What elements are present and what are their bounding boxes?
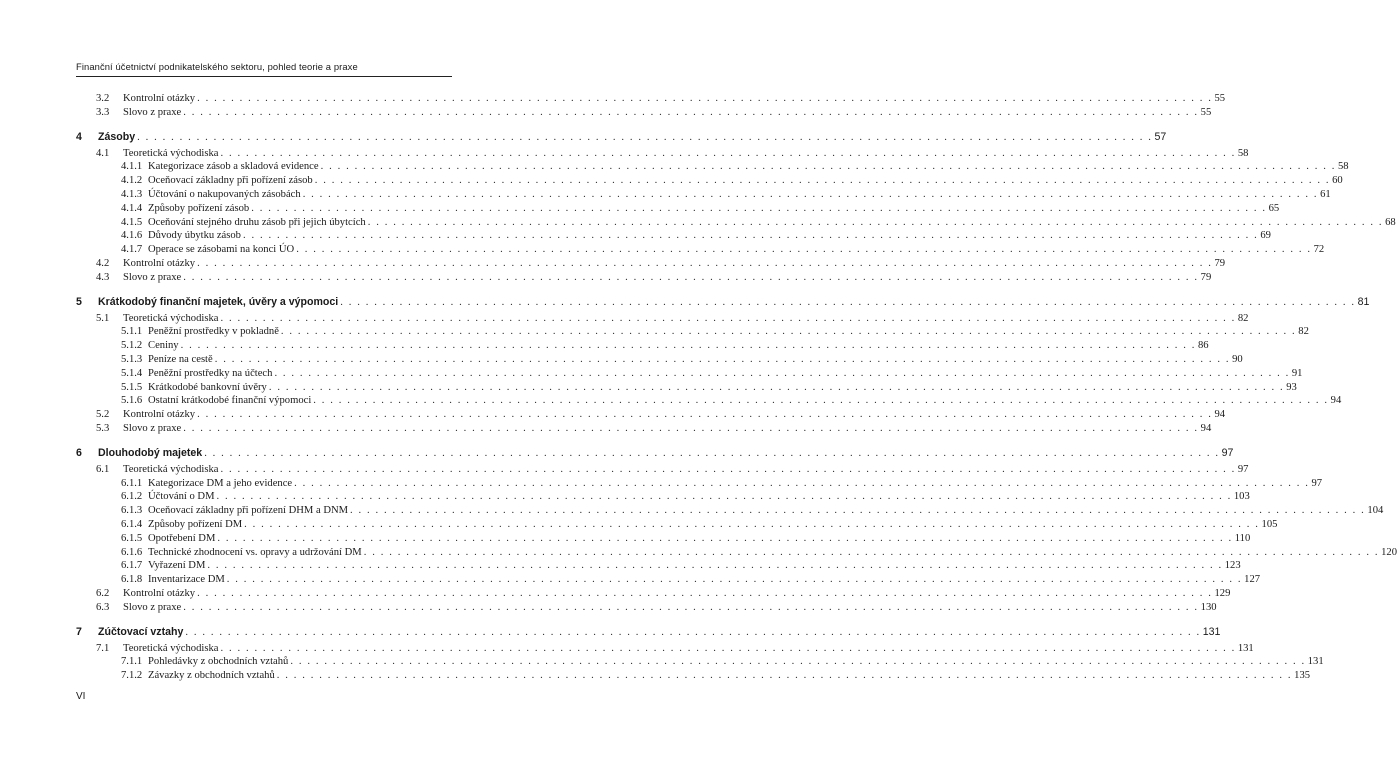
toc-entry-number: 6.1.8 [121,574,143,586]
toc-entry-title: Kontrolní otázky [123,93,196,104]
toc-entry-page: 86 [1197,340,1209,352]
toc-entry-page: 58 [1237,147,1249,159]
toc-entry-title: Oceňování stejného druhu zásob při jejich úbytcích [148,216,366,228]
toc-entry-page: 104 [1367,505,1384,517]
toc-entry-page: 131 [1202,625,1221,638]
toc-entry[interactable] [76,188,1331,203]
toc-entry-title: Účtování o DM [148,491,215,503]
toc-entry[interactable] [76,546,1397,561]
toc-entry-number: 4.1.1 [121,161,143,173]
toc-entry-title: Slovo z praxe [123,601,182,613]
toc-entry[interactable] [76,518,1278,533]
toc-entry-title: Ostatní krátkodobé finanční výpomoci [148,395,312,407]
toc-entry-number: 5.1.3 [121,353,143,365]
toc-dot-leader: . . . . . . . . . . . . . . . . . . . . . . . . . . . . . . . . . . . . . . . . . . . . . . . . . . . . . . . . . . . . . . . . . . . . . . . . . . . . . . . . . . . . . . . . . . . . . . . . . . . . . . . . . . . . . . . . . . . . . . . . [314,175,1331,187]
toc-entry[interactable] [76,367,1303,382]
toc-entry[interactable] [76,587,1231,602]
toc-entry-title: Ceniny [148,340,179,352]
toc-entry-number: 7.1.1 [121,656,143,668]
toc-entry-title: Způsoby pořízení DM [148,518,243,530]
toc-entry[interactable] [76,642,1254,657]
toc-entry-number: 7.1 [96,642,110,654]
toc-entry-number: 4.1.7 [121,244,143,256]
toc-dot-leader: . . . . . . . . . . . . . . . . . . . . . . . . . . . . . . . . . . . . . . . . . . . . . . . . . . . . . . . . . . . . . . . . . . . . . . . . . . . . . . . . . . . . . . . . . . . . . . . . . . . . . . . . . . . . . . . . . . . . . . . . [294,477,1310,489]
toc-entry-number: 7 [76,625,82,638]
toc-entry-title: Slovo z praxe [123,271,182,283]
toc-entry[interactable] [76,381,1297,396]
toc-entry-title: Zúčtovací vztahy [98,625,184,638]
toc-dot-leader: . . . . . . . . . . . . . . . . . . . . . . . . . . . . . . . . . . . . . . . . . . . . . . . . . . . . . . . . . . . . . . . . . . . . . . . . . . . . . . . . . . . . . . . . . . . . . . . . . . . . . . . . . . . . . . . . . . . . . . . . [217,532,1233,544]
toc-entry-title: Oceňovací základny při pořízení DHM a DNM [148,505,349,517]
toc-entry[interactable] [76,656,1324,670]
toc-dot-leader: . . . . . . . . . . . . . . . . . . . . . . . . . . . . . . . . . . . . . . . . . . . . . . . . . . . . . . . . . . . . . . . . . . . . . . . . . . . . . . . . . . . . . . . . . . . . . . . . . . . . . . . . . . . . . . . . . . . . . . . . [313,395,1329,407]
toc-entry[interactable] [76,491,1250,505]
toc-entry-page: 61 [1320,188,1331,200]
toc-entry-title: Oceňovací základny při pořízení zásob [148,175,313,187]
toc-entry-title: Kategorizace zásob a skladová evidence [148,161,319,173]
toc-dot-leader: . . . . . . . . . . . . . . . . . . . . . . . . . . . . . . . . . . . . . . . . . . . . . . . . . . . . . . . . . . . . . . . . . . . . . . . . . . . . . . . . . . . . . . . . . . . . . . . . . . . . . . . . . . . . . . . . . . . . . . . . [251,202,1267,214]
toc-entry-page: 94 [1330,395,1342,407]
toc-entry-number: 4.3 [96,271,110,283]
toc-entry-number: 5.1.2 [121,340,143,352]
toc-entry[interactable] [76,271,1212,286]
toc-entry-title: Peněžní prostředky na účtech [148,367,273,379]
toc-dot-leader: . . . . . . . . . . . . . . . . . . . . . . . . . . . . . . . . . . . . . . . . . . . . . . . . . . . . . . . . . . . . . . . . . . . . . . . . . . . . . . . . . . . . . . . . . . . . . . . . . . . . . . . . . . . . . . . . . . . . . . . . [214,353,1231,365]
toc-entry-number: 6.1.5 [121,532,143,544]
toc-entry[interactable] [76,574,1261,588]
toc-spacer [76,437,452,447]
toc-dot-leader: . . . . . . . . . . . . . . . . . . . . . . . . . . . . . . . . . . . . . . . . . . . . . . . . . . . . . . . . . . . . . . . . . . . . . . . . . . . . . . . . . . . . . . . . . . . . . . . . . . . . . . . . . . . . . . . . . . . . . . . . [220,642,1236,654]
toc-entry-number: 6.3 [96,601,110,613]
toc-entry-title: Operace se zásobami na konci ÚO [148,244,295,256]
toc-dot-leader: . . . . . . . . . . . . . . . . . . . . . . . . . . . . . . . . . . . . . . . . . . . . . . . . . . . . . . . . . . . . . . . . . . . . . . . . . . . . . . . . . . . . . . . . . . . . . . . . . . . . . . . . . . . . . . . . . . . . . . . . [204,447,1220,459]
toc-entry[interactable] [76,106,1212,121]
toc-entry-number: 7.1.2 [121,670,143,682]
toc-entry[interactable] [76,230,1271,244]
toc-entry-page: 127 [1244,574,1261,586]
toc-entry-page: 82 [1237,312,1249,324]
toc-entry-page: 129 [1214,587,1231,599]
toc-entry-number: 5 [76,295,82,308]
toc-entry-page: 90 [1232,353,1243,365]
toc-entry-number: 6.1.3 [121,505,143,517]
toc-dot-leader: . . . . . . . . . . . . . . . . . . . . . . . . . . . . . . . . . . . . . . . . . . . . . . . . . . . . . . . . . . . . . . . . . . . . . . . . . . . . . . . . . . . . . . . . . . . . . . . . . . . . . . . . . . . . . . . . . . . . . . . . [216,491,1232,503]
toc-entry-page: 58 [1337,161,1349,173]
toc-entry-page: 81 [1357,295,1370,308]
toc-entry-number: 6.1.2 [121,491,143,503]
toc-entry-title: Teoretická východiska [123,642,219,654]
toc-entry-title: Účtování o nakupovaných zásobách [148,188,301,200]
toc-entry-title: Pohledávky z obchodních vztahů [148,656,289,668]
toc-entry[interactable] [76,326,1309,340]
toc-entry[interactable] [76,175,1343,189]
toc-entry-number: 4.1.4 [121,202,143,214]
toc-entry-page: 94 [1214,409,1226,421]
toc-dot-leader: . . . . . . . . . . . . . . . . . . . . . . . . . . . . . . . . . . . . . . . . . . . . . . . . . . . . . . . . . . . . . . . . . . . . . . . . . . . . . . . . . . . . . . . . . . . . . . . . . . . . . . . . . . . . . . . . . . . . . . . . [137,131,1153,143]
toc-entry[interactable] [76,312,1249,327]
toc-entry-page: 110 [1234,532,1251,544]
toc-entry-title: Technické zhodnocení vs. opravy a udržování DM [148,546,362,558]
toc-entry[interactable] [76,216,1396,231]
toc-entry-number: 3.2 [96,93,110,104]
running-header: Finanční účetnictví podnikatelského sektoru, pohled teorie a praxe [76,61,358,72]
toc-entry-title: Krátkodobý finanční majetek, úvěry a výpomoci [98,295,339,308]
toc-entry[interactable] [76,395,1342,409]
toc-dot-leader: . . . . . . . . . . . . . . . . . . . . . . . . . . . . . . . . . . . . . . . . . . . . . . . . . . . . . . . . . . . . . . . . . . . . . . . . . . . . . . . . . . . . . . . . . . . . . . . . . . . . . . . . . . . . . . . . . . . . . . . . [226,574,1243,586]
toc-dot-leader: . . . . . . . . . . . . . . . . . . . . . . . . . . . . . . . . . . . . . . . . . . . . . . . . . . . . . . . . . . . . . . . . . . . . . . . . . . . . . . . . . . . . . . . . . . . . . . . . . . . . . . . . . . . . . . . . . . . . . . . . [320,161,1336,173]
toc-entry[interactable] [76,147,1249,162]
toc-dot-leader: . . . . . . . . . . . . . . . . . . . . . . . . . . . . . . . . . . . . . . . . . . . . . . . . . . . . . . . . . . . . . . . . . . . . . . . . . . . . . . . . . . . . . . . . . . . . . . . . . . . . . . . . . . . . . . . . . . . . . . . . [276,670,1293,682]
toc-dot-leader: . . . . . . . . . . . . . . . . . . . . . . . . . . . . . . . . . . . . . . . . . . . . . . . . . . . . . . . . . . . . . . . . . . . . . . . . . . . . . . . . . . . . . . . . . . . . . . . . . . . . . . . . . . . . . . . . . . . . . . . . [183,271,1199,283]
toc-entry-title: Kontrolní otázky [123,257,196,269]
toc-entry-number: 5.3 [96,422,110,434]
toc-dot-leader: . . . . . . . . . . . . . . . . . . . . . . . . . . . . . . . . . . . . . . . . . . . . . . . . . . . . . . . . . . . . . . . . . . . . . . . . . . . . . . . . . . . . . . . . . . . . . . . . . . . . . . . . . . . . . . . . . . . . . . . . [268,381,1285,393]
toc-entry[interactable] [76,422,1212,437]
toc-entry-number: 5.2 [96,409,110,421]
toc-entry[interactable] [76,202,1280,217]
toc-entry-title: Závazky z obchodních vztahů [148,670,275,682]
toc-dot-leader: . . . . . . . . . . . . . . . . . . . . . . . . . . . . . . . . . . . . . . . . . . . . . . . . . . . . . . . . . . . . . . . . . . . . . . . . . . . . . . . . . . . . . . . . . . . . . . . . . . . . . . . . . . . . . . . . . . . . . . . . [367,216,1384,228]
toc-dot-leader: . . . . . . . . . . . . . . . . . . . . . . . . . . . . . . . . . . . . . . . . . . . . . . . . . . . . . . . . . . . . . . . . . . . . . . . . . . . . . . . . . . . . . . . . . . . . . . . . . . . . . . . . . . . . . . . . . . . . . . . . [242,230,1259,242]
toc-entry-page: 130 [1200,601,1217,613]
toc-entry-number: 6.1.7 [121,560,143,572]
toc-entry-page: 97 [1237,463,1249,475]
toc-entry-number: 5.1 [96,312,110,324]
toc-entry-number: 4.1.3 [121,188,143,200]
toc-entry-number: 6.2 [96,587,110,599]
toc-entry-number: 6.1.4 [121,518,143,530]
toc-entry-title: Teoretická východiska [123,463,219,475]
toc-entry-number: 6.1 [96,463,110,475]
toc-entry[interactable] [76,93,1226,107]
toc-entry-number: 5.1.6 [121,395,143,407]
toc-entry-title: Kontrolní otázky [123,409,196,421]
toc-entry[interactable] [76,244,1325,258]
toc-dot-leader: . . . . . . . . . . . . . . . . . . . . . . . . . . . . . . . . . . . . . . . . . . . . . . . . . . . . . . . . . . . . . . . . . . . . . . . . . . . . . . . . . . . . . . . . . . . . . . . . . . . . . . . . . . . . . . . . . . . . . . . . [350,505,1366,517]
toc-entry-title: Důvody úbytku zásob [148,230,241,242]
toc-dot-leader: . . . . . . . . . . . . . . . . . . . . . . . . . . . . . . . . . . . . . . . . . . . . . . . . . . . . . . . . . . . . . . . . . . . . . . . . . . . . . . . . . . . . . . . . . . . . . . . . . . . . . . . . . . . . . . . . . . . . . . . . [274,367,1290,379]
toc-entry[interactable] [76,353,1243,368]
toc-entry-page: 131 [1237,642,1254,654]
toc-entry-page: 79 [1200,271,1212,283]
toc-entry-title: Slovo z praxe [123,422,182,434]
toc-entry-title: Zásoby [98,130,136,143]
toc-dot-leader: . . . . . . . . . . . . . . . . . . . . . . . . . . . . . . . . . . . . . . . . . . . . . . . . . . . . . . . . . . . . . . . . . . . . . . . . . . . . . . . . . . . . . . . . . . . . . . . . . . . . . . . . . . . . . . . . . . . . . . . . [183,106,1199,118]
toc-dot-leader: . . . . . . . . . . . . . . . . . . . . . . . . . . . . . . . . . . . . . . . . . . . . . . . . . . . . . . . . . . . . . . . . . . . . . . . . . . . . . . . . . . . . . . . . . . . . . . . . . . . . . . . . . . . . . . . . . . . . . . . . [183,422,1199,434]
toc-entry-page: 57 [1154,130,1167,143]
toc-entry[interactable] [76,161,1349,175]
toc-dot-leader: . . . . . . . . . . . . . . . . . . . . . . . . . . . . . . . . . . . . . . . . . . . . . . . . . . . . . . . . . . . . . . . . . . . . . . . . . . . . . . . . . . . . . . . . . . . . . . . . . . . . . . . . . . . . . . . . . . . . . . . . [363,546,1380,558]
toc-dot-leader: . . . . . . . . . . . . . . . . . . . . . . . . . . . . . . . . . . . . . . . . . . . . . . . . . . . . . . . . . . . . . . . . . . . . . . . . . . . . . . . . . . . . . . . . . . . . . . . . . . . . . . . . . . . . . . . . . . . . . . . . [180,340,1196,352]
toc-entry-number: 4.1 [96,147,110,159]
toc-chapter-entry[interactable] [76,446,1234,463]
toc-entry-title: Kategorizace DM a jeho evidence [148,477,293,489]
toc-entry-page: 135 [1294,670,1311,682]
toc-entry-page: 97 [1311,477,1323,489]
toc-spacer [76,121,452,131]
toc-entry-title: Opotřebení DM [148,532,216,544]
header-rule [76,76,452,77]
toc-entry-number: 4.1.2 [121,175,143,187]
toc-dot-leader: . . . . . . . . . . . . . . . . . . . . . . . . . . . . . . . . . . . . . . . . . . . . . . . . . . . . . . . . . . . . . . . . . . . . . . . . . . . . . . . . . . . . . . . . . . . . . . . . . . . . . . . . . . . . . . . . . . . . . . . . [183,601,1199,613]
toc-chapter-entry[interactable] [76,625,1221,642]
toc-entry[interactable] [76,532,1251,547]
toc-entry-number: 5.1.1 [121,326,143,338]
toc-entry-page: 79 [1214,257,1226,269]
toc-entry-title: Peníze na cestě [148,353,213,365]
toc-dot-leader: . . . . . . . . . . . . . . . . . . . . . . . . . . . . . . . . . . . . . . . . . . . . . . . . . . . . . . . . . . . . . . . . . . . . . . . . . . . . . . . . . . . . . . . . . . . . . . . . . . . . . . . . . . . . . . . . . . . . . . . . [197,587,1213,599]
toc-entry-page: 105 [1261,518,1278,530]
toc-entry-number: 3.3 [96,106,110,118]
toc-entry-title: Teoretická východiska [123,312,219,324]
table-of-contents [76,93,1397,684]
toc-entry-number: 4 [76,130,82,143]
toc-entry-number: 5.1.5 [121,381,143,393]
toc-spacer [76,616,452,626]
toc-entry-page: 131 [1307,656,1324,668]
toc-entry-title: Způsoby pořízení zásob [148,202,250,214]
toc-entry-page: 55 [1214,93,1226,104]
toc-entry-title: Teoretická východiska [123,147,219,159]
toc-entry-title: Slovo z praxe [123,106,182,118]
toc-entry[interactable] [76,601,1217,616]
toc-dot-leader: . . . . . . . . . . . . . . . . . . . . . . . . . . . . . . . . . . . . . . . . . . . . . . . . . . . . . . . . . . . . . . . . . . . . . . . . . . . . . . . . . . . . . . . . . . . . . . . . . . . . . . . . . . . . . . . . . . . . . . . . [340,296,1356,308]
toc-entry-number: 5.1.4 [121,367,143,379]
toc-entry-number: 6 [76,446,82,459]
page-number: VI [76,691,86,702]
toc-entry-number: 4.1.5 [121,216,143,228]
toc-dot-leader: . . . . . . . . . . . . . . . . . . . . . . . . . . . . . . . . . . . . . . . . . . . . . . . . . . . . . . . . . . . . . . . . . . . . . . . . . . . . . . . . . . . . . . . . . . . . . . . . . . . . . . . . . . . . . . . . . . . . . . . . [220,147,1236,159]
toc-entry[interactable] [76,477,1323,492]
toc-dot-leader: . . . . . . . . . . . . . . . . . . . . . . . . . . . . . . . . . . . . . . . . . . . . . . . . . . . . . . . . . . . . . . . . . . . . . . . . . . . . . . . . . . . . . . . . . . . . . . . . . . . . . . . . . . . . . . . . . . . . . . . . [220,463,1236,475]
toc-entry-page: 91 [1291,367,1303,379]
toc-entry-page: 65 [1268,202,1280,214]
toc-entry-page: 94 [1200,422,1212,434]
toc-entry-title: Vyřazení DM [148,560,206,572]
toc-entry-title: Inventarizace DM [148,574,225,586]
toc-entry-page: 72 [1313,244,1325,256]
toc-entry-page: 123 [1224,560,1241,572]
toc-entry-number: 6.1.1 [121,477,143,489]
toc-chapter-entry[interactable] [76,295,1370,312]
toc-entry-page: 68 [1385,216,1396,228]
toc-entry[interactable] [76,505,1384,519]
toc-entry[interactable] [76,340,1209,354]
toc-dot-leader: . . . . . . . . . . . . . . . . . . . . . . . . . . . . . . . . . . . . . . . . . . . . . . . . . . . . . . . . . . . . . . . . . . . . . . . . . . . . . . . . . . . . . . . . . . . . . . . . . . . . . . . . . . . . . . . . . . . . . . . . [197,257,1213,269]
toc-entry-title: Peněžní prostředky v pokladně [148,326,279,338]
toc-entry-page: 93 [1286,381,1297,393]
toc-dot-leader: . . . . . . . . . . . . . . . . . . . . . . . . . . . . . . . . . . . . . . . . . . . . . . . . . . . . . . . . . . . . . . . . . . . . . . . . . . . . . . . . . . . . . . . . . . . . . . . . . . . . . . . . . . . . . . . . . . . . . . . . [280,326,1297,338]
toc-spacer [76,286,452,296]
toc-dot-leader: . . . . . . . . . . . . . . . . . . . . . . . . . . . . . . . . . . . . . . . . . . . . . . . . . . . . . . . . . . . . . . . . . . . . . . . . . . . . . . . . . . . . . . . . . . . . . . . . . . . . . . . . . . . . . . . . . . . . . . . . [207,560,1223,572]
toc-entry-title: Dlouhodobý majetek [98,446,203,459]
toc-entry[interactable] [76,463,1249,478]
toc-dot-leader: . . . . . . . . . . . . . . . . . . . . . . . . . . . . . . . . . . . . . . . . . . . . . . . . . . . . . . . . . . . . . . . . . . . . . . . . . . . . . . . . . . . . . . . . . . . . . . . . . . . . . . . . . . . . . . . . . . . . . . . . [244,518,1260,530]
toc-entry-page: 103 [1233,491,1250,503]
toc-dot-leader: . . . . . . . . . . . . . . . . . . . . . . . . . . . . . . . . . . . . . . . . . . . . . . . . . . . . . . . . . . . . . . . . . . . . . . . . . . . . . . . . . . . . . . . . . . . . . . . . . . . . . . . . . . . . . . . . . . . . . . . . [197,409,1213,421]
toc-dot-leader: . . . . . . . . . . . . . . . . . . . . . . . . . . . . . . . . . . . . . . . . . . . . . . . . . . . . . . . . . . . . . . . . . . . . . . . . . . . . . . . . . . . . . . . . . . . . . . . . . . . . . . . . . . . . . . . . . . . . . . . . [290,656,1306,668]
toc-entry-page: 55 [1200,106,1212,118]
toc-dot-leader: . . . . . . . . . . . . . . . . . . . . . . . . . . . . . . . . . . . . . . . . . . . . . . . . . . . . . . . . . . . . . . . . . . . . . . . . . . . . . . . . . . . . . . . . . . . . . . . . . . . . . . . . . . . . . . . . . . . . . . . . [220,312,1236,324]
toc-dot-leader: . . . . . . . . . . . . . . . . . . . . . . . . . . . . . . . . . . . . . . . . . . . . . . . . . . . . . . . . . . . . . . . . . . . . . . . . . . . . . . . . . . . . . . . . . . . . . . . . . . . . . . . . . . . . . . . . . . . . . . . . [185,626,1201,638]
toc-entry-title: Krátkodobé bankovní úvěry [148,381,267,393]
toc-entry-page: 82 [1298,326,1309,338]
toc-entry[interactable] [76,257,1226,272]
toc-dot-leader: . . . . . . . . . . . . . . . . . . . . . . . . . . . . . . . . . . . . . . . . . . . . . . . . . . . . . . . . . . . . . . . . . . . . . . . . . . . . . . . . . . . . . . . . . . . . . . . . . . . . . . . . . . . . . . . . . . . . . . . . [296,244,1312,256]
toc-dot-leader: . . . . . . . . . . . . . . . . . . . . . . . . . . . . . . . . . . . . . . . . . . . . . . . . . . . . . . . . . . . . . . . . . . . . . . . . . . . . . . . . . . . . . . . . . . . . . . . . . . . . . . . . . . . . . . . . . . . . . . . . [197,93,1213,104]
toc-entry-page: 97 [1221,446,1234,459]
toc-entry-number: 6.1.6 [121,546,143,558]
toc-entry-number: 4.2 [96,257,110,269]
toc-entry-number: 4.1.6 [121,230,143,242]
toc-entry-title: Kontrolní otázky [123,587,196,599]
toc-entry[interactable] [76,670,1311,684]
toc-entry[interactable] [76,409,1226,423]
toc-chapter-entry[interactable] [76,130,1167,147]
toc-dot-leader: . . . . . . . . . . . . . . . . . . . . . . . . . . . . . . . . . . . . . . . . . . . . . . . . . . . . . . . . . . . . . . . . . . . . . . . . . . . . . . . . . . . . . . . . . . . . . . . . . . . . . . . . . . . . . . . . . . . . . . . . [302,188,1319,200]
toc-entry-page: 69 [1260,230,1271,242]
toc-entry-page: 120 [1381,546,1397,558]
toc-entry-page: 60 [1332,175,1343,187]
toc-entry[interactable] [76,560,1241,574]
